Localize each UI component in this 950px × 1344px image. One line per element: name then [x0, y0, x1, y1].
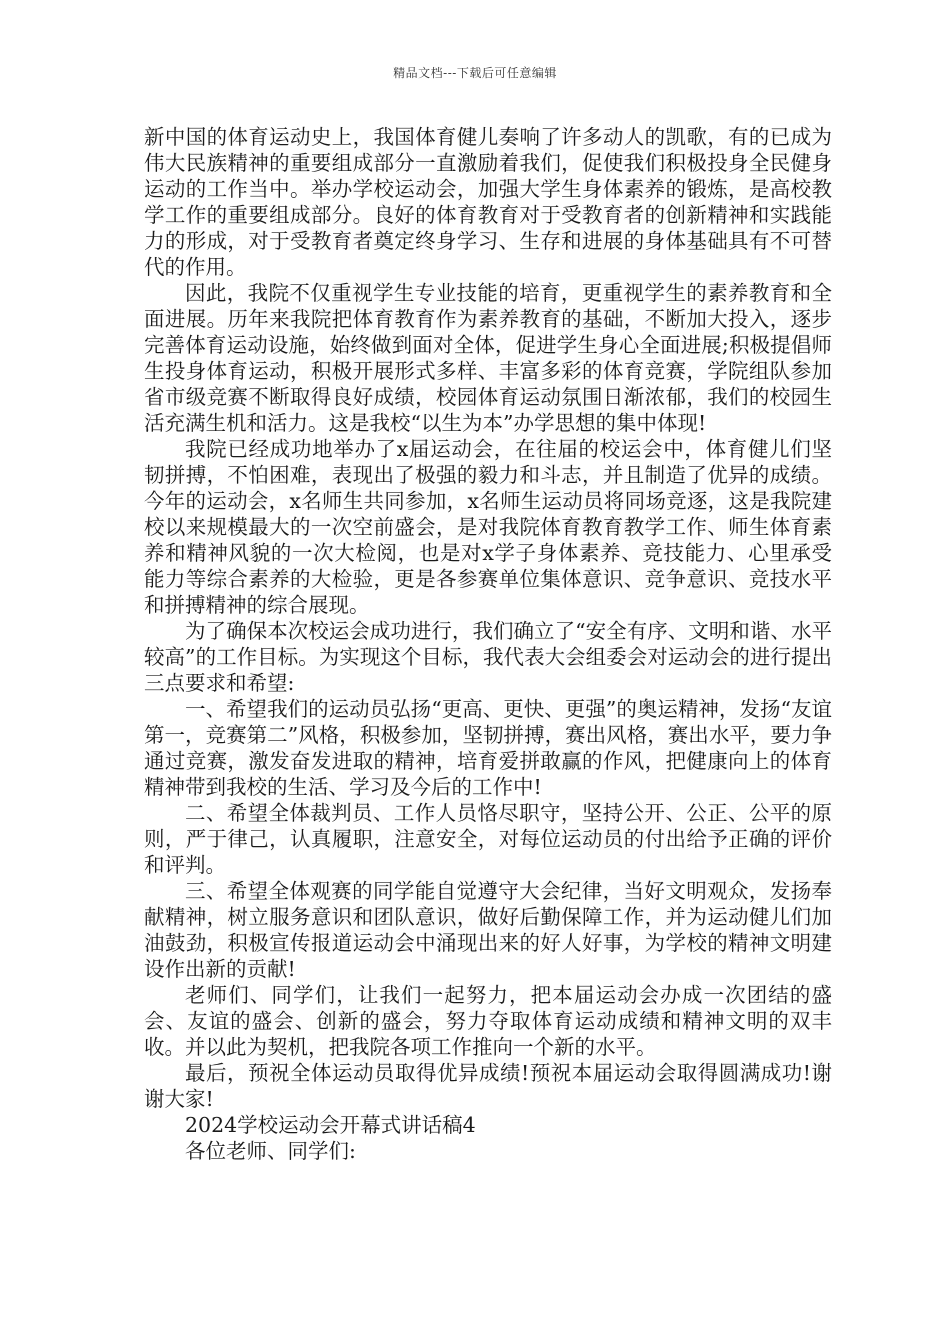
paragraph-5: 一、希望我们的运动员弘扬“更高、更快、更强”的奥运精神，发扬“友谊第一，竞赛第二”风格，积极参加，坚韧拼搏，赛出风格，赛出水平，要力争通过竞赛，激发奋发进取的精神，培育爱拼敢赢的作风，把健康向上的体育精神带到我校的生活、学习及今后的工作中!	[144, 697, 832, 799]
paragraph-8: 老师们、同学们，让我们一起努力，把本届运动会办成一次团结的盛会、友谊的盛会、创新的盛会，努力夺取体育运动成绩和精神文明的双丰收。并以此为契机，把我院各项工作推向一个新的水平。	[144, 983, 832, 1059]
paragraph-3: 我院已经成功地举办了x届运动会，在往届的校运会中，体育健儿们坚韧拼搏，不怕困难，表现出了极强的毅力和斗志，并且制造了优异的成绩。今年的运动会，x名师生共同参加，x名师生运动员将同场竞逐，这是我院建校以来规模最大的一次空前盛会，是对我院体育教育教学工作、师生体育素养和精神风貌的一次大检阅，也是对x学子身体素养、竞技能力、心里承受能力等综合素养的大检验，更是各参赛单位集体意识、竞争意识、竞技水平和拼搏精神的综合展现。	[144, 437, 832, 617]
salutation: 各位老师、同学们:	[185, 1139, 356, 1163]
paragraph-2: 因此，我院不仅重视学生专业技能的培育，更重视学生的素养教育和全面进展。历年来我院把体育教育作为素养教育的基础，不断加大投入，逐步完善体育运动设施，始终做到面对全体，促进学生身心全面进展;积极提倡师生投身体育运动，积极开展形式多样、丰富多彩的体育竞赛，学院组队参加省市级竞赛不断取得良好成绩，校园体育运动氛围日渐浓郁，我们的校园生活充满生机和活力。这是我校“以生为本”办学思想的集中体现!	[144, 281, 832, 435]
paragraph-7: 三、希望全体观赛的同学能自觉遵守大会纪律，当好文明观众，发扬奉献精神，树立服务意识和团队意识，做好后勤保障工作，并为运动健儿们加油鼓劲，积极宣传报道运动会中涌现出来的好人好事，为学校的精神文明建设作出新的贡献!	[144, 879, 832, 981]
document-body	[144, 124, 832, 1164]
paragraph-1: 新中国的体育运动史上，我国体育健儿奏响了许多动人的凯歌，有的已成为伟大民族精神的重要组成部分一直激励着我们，促使我们积极投身全民健身运动的工作当中。举办学校运动会，加强大学生身体素养的锻炼，是高校教学工作的重要组成部分。良好的体育教育对于受教育者的创新精神和实践能力的形成，对于受教育者奠定终身学习、生存和进展的身体基础具有不可替代的作用。	[144, 125, 832, 279]
section-title: 2024学校运动会开幕式讲话稿4	[185, 1113, 476, 1137]
page-header: 精品文档---下载后可任意编辑	[393, 66, 557, 80]
paragraph-6: 二、希望全体裁判员、工作人员恪尽职守，坚持公开、公正、公平的原则，严于律己，认真履职，注意安全，对每位运动员的付出给予正确的评价和评判。	[144, 801, 832, 877]
paragraph-9: 最后，预祝全体运动员取得优异成绩!预祝本届运动会取得圆满成功!谢谢大家!	[144, 1061, 832, 1111]
paragraph-4: 为了确保本次校运会成功进行，我们确立了“安全有序、文明和谐、水平较高”的工作目标。为实现这个目标，我代表大会组委会对运动会的进行提出三点要求和希望:	[144, 619, 832, 695]
